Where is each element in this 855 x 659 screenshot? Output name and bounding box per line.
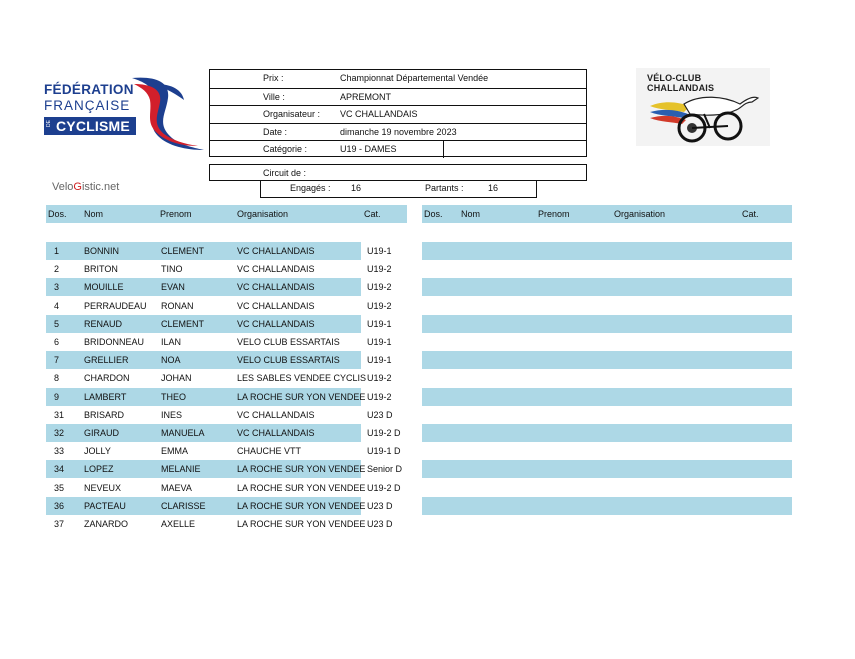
cell-nom: NEVEUX: [84, 482, 122, 493]
cell-nom: LOPEZ: [84, 464, 114, 475]
cell-dos: 34: [54, 464, 65, 475]
organisateur-label: Organisateur :: [263, 109, 321, 119]
cell-nom: CHARDON: [84, 373, 130, 384]
cell-prenom: JOHAN: [161, 373, 192, 384]
cell-prenom: AXELLE: [161, 519, 196, 529]
cell-dos: 36: [54, 500, 65, 511]
cell-nom: BRIDONNEAU: [84, 337, 145, 347]
table-row-empty: [422, 351, 792, 369]
cell-dos: 3: [54, 282, 60, 293]
col-prenom: Prenom: [160, 209, 192, 219]
cell-prenom: TINO: [161, 264, 183, 275]
col-cat-right: Cat.: [742, 209, 759, 219]
cell-org: VC CHALLANDAIS: [237, 282, 315, 293]
table-header-right: [422, 205, 792, 223]
engages-label: Engagés :: [290, 183, 331, 193]
col-cat: Cat.: [364, 209, 381, 219]
table-row: [46, 333, 407, 351]
cell-prenom: CLEMENT: [161, 318, 205, 329]
col-dos-right: Dos.: [424, 209, 443, 219]
table-row: [46, 369, 407, 387]
cell-org: LA ROCHE SUR YON VENDEE: [237, 391, 366, 402]
info-row-categorie: [210, 140, 586, 158]
cell-org: LA ROCHE SUR YON VENDEE: [237, 482, 366, 493]
circuit-box: [209, 164, 587, 181]
cell-prenom: ILAN: [161, 337, 182, 347]
cell-org: VELO CLUB ESSARTAIS: [237, 337, 340, 347]
cell-prenom: CLARISSE: [161, 500, 206, 511]
cell-dos: 5: [54, 318, 60, 329]
categorie-value: U19 - DAMES: [340, 144, 397, 154]
cell-dos: 7: [54, 355, 60, 366]
table-row: [46, 297, 407, 315]
col-dos: Dos.: [48, 209, 67, 219]
table-row-empty: [422, 278, 792, 296]
ffc-logo-line1: FÉDÉRATION: [44, 82, 134, 97]
table-row: [46, 460, 403, 478]
riders-table-right: [422, 205, 792, 535]
cell-prenom: INES: [161, 409, 183, 420]
table-row: [46, 515, 407, 533]
ville-value: APREMONT: [340, 91, 392, 102]
circuit-label: Circuit de :: [263, 168, 307, 178]
cell-cat: Senior D: [367, 464, 403, 475]
cell-dos: 8: [54, 373, 60, 384]
cell-nom: GRELLIER: [84, 355, 129, 366]
info-row-prix: [210, 70, 586, 88]
cell-cat: U23 D: [367, 409, 393, 420]
cell-cat: U19-2: [367, 264, 392, 275]
race-info-box: [209, 69, 587, 157]
table-row: [46, 388, 392, 406]
cell-prenom: THEO: [161, 391, 187, 402]
cell-org: CHAUCHE VTT: [237, 446, 302, 457]
cell-dos: 33: [54, 446, 65, 457]
club-bird-bicycle-icon: [644, 84, 764, 144]
cell-nom: GIRAUD: [84, 428, 120, 438]
cell-prenom: MAEVA: [161, 482, 192, 493]
prix-label: Prix :: [263, 73, 284, 83]
table-row: [46, 442, 407, 460]
cell-org: LA ROCHE SUR YON VENDEE: [237, 519, 366, 529]
table-row-empty: [422, 497, 792, 515]
info-row-organisateur: [210, 105, 586, 123]
cell-cat: U19-1: [367, 246, 392, 256]
cell-nom: JOLLY: [84, 446, 111, 457]
categorie-label: Catégorie :: [263, 144, 308, 154]
cell-org: VC CHALLANDAIS: [237, 428, 315, 438]
organisateur-value: VC CHALLANDAIS: [340, 109, 418, 119]
categorie-divider: [443, 141, 444, 158]
partants-label: Partants :: [425, 183, 464, 193]
table-row: [46, 424, 401, 442]
date-label: Date :: [263, 126, 288, 137]
cell-dos: 2: [54, 264, 60, 275]
brand-part1: Velo: [52, 181, 74, 193]
cell-cat: U23 D: [367, 519, 393, 529]
cell-org: VC CHALLANDAIS: [237, 409, 315, 420]
cell-nom: PACTEAU: [84, 500, 126, 511]
ville-label: Ville :: [263, 91, 285, 102]
table-row: [46, 406, 407, 424]
table-row-empty: [422, 242, 792, 260]
cell-nom: ZANARDO: [84, 519, 129, 529]
col-prenom-right: Prenom: [538, 209, 570, 219]
prix-value: Championnat Départemental Vendée: [340, 73, 489, 83]
cell-prenom: RONAN: [161, 300, 194, 311]
cell-nom: PERRAUDEAU: [84, 300, 147, 311]
cell-prenom: EMMA: [161, 446, 188, 457]
cell-cat: U19-2 D: [367, 428, 401, 438]
table-row-empty: [422, 424, 792, 442]
cell-dos: 32: [54, 428, 65, 438]
cell-org: VC CHALLANDAIS: [237, 264, 315, 275]
cell-nom: RENAUD: [84, 318, 123, 329]
table-row: [46, 315, 392, 333]
table-row-empty: [422, 388, 792, 406]
ffc-logo-line2: FRANÇAISE: [44, 98, 131, 113]
col-organisation-right: Organisation: [614, 209, 666, 219]
info-row-date: [210, 123, 586, 141]
cell-nom: BRISARD: [84, 409, 125, 420]
cell-org: VC CHALLANDAIS: [237, 246, 315, 256]
table-row-empty: [422, 460, 792, 478]
brand-part3: istic.net: [81, 181, 120, 193]
cell-dos: 31: [54, 409, 65, 420]
cell-prenom: MELANIE: [161, 464, 201, 475]
cell-nom: LAMBERT: [84, 391, 127, 402]
table-row: [46, 351, 392, 369]
cell-cat: U19-2 D: [367, 482, 401, 493]
cell-cat: U19-2: [367, 300, 392, 311]
ffc-swoosh-icon: [126, 74, 206, 152]
cell-org: VC CHALLANDAIS: [237, 300, 315, 311]
engages-value: 16: [351, 183, 362, 193]
cell-cat: U19-2: [367, 373, 392, 384]
cell-cat: U19-1: [367, 318, 392, 329]
col-nom: Nom: [84, 209, 104, 219]
table-row: [46, 242, 392, 260]
club-logo: [636, 68, 770, 146]
cell-cat: U19-1: [367, 337, 392, 347]
ffc-logo-line3: CYCLISME: [56, 118, 130, 134]
table-row-empty: [422, 315, 792, 333]
cell-prenom: CLEMENT: [161, 246, 205, 256]
ffc-logo: [44, 74, 206, 152]
col-organisation: Organisation: [237, 209, 289, 219]
cell-org: VC CHALLANDAIS: [237, 318, 315, 329]
cell-cat: U23 D: [367, 500, 393, 511]
cell-dos: 9: [54, 391, 60, 402]
cell-nom: BRITON: [84, 264, 118, 275]
table-row: [46, 497, 393, 515]
partants-value: 16: [488, 183, 499, 193]
table-row: [46, 479, 407, 497]
table-row: [46, 278, 392, 296]
cell-dos: 6: [54, 337, 60, 347]
cell-dos: 37: [54, 519, 65, 529]
cell-org: LES SABLES VENDEE CYCLIS: [237, 373, 367, 384]
counts-box: [260, 180, 537, 198]
cell-cat: U19-1 D: [367, 446, 401, 457]
cell-prenom: EVAN: [161, 282, 185, 293]
cell-cat: U19-2: [367, 391, 392, 402]
cell-dos: 4: [54, 300, 60, 311]
cell-prenom: NOA: [161, 355, 181, 366]
velogistic-brand: [52, 181, 119, 193]
date-value: dimanche 19 novembre 2023: [340, 126, 457, 137]
cell-nom: BONNIN: [84, 246, 120, 256]
ffc-logo-de: DE: [46, 120, 52, 127]
riders-table: [46, 205, 407, 535]
cell-prenom: MANUELA: [161, 428, 205, 438]
info-row-ville: [210, 88, 586, 106]
cell-org: LA ROCHE SUR YON VENDEE: [237, 464, 366, 475]
cell-dos: 1: [54, 246, 60, 256]
cell-cat: U19-1: [367, 355, 392, 366]
brand-part2: G: [73, 181, 82, 193]
club-logo-title: VÉLO-CLUB CHALLANDAIS: [647, 73, 715, 93]
cell-org: LA ROCHE SUR YON VENDEE: [237, 500, 366, 511]
col-nom-right: Nom: [461, 209, 481, 219]
cell-dos: 35: [54, 482, 65, 493]
table-header: [46, 205, 407, 223]
cell-cat: U19-2: [367, 282, 392, 293]
cell-org: VELO CLUB ESSARTAIS: [237, 355, 340, 366]
cell-nom: MOUILLE: [84, 282, 124, 293]
table-row: [46, 260, 407, 278]
